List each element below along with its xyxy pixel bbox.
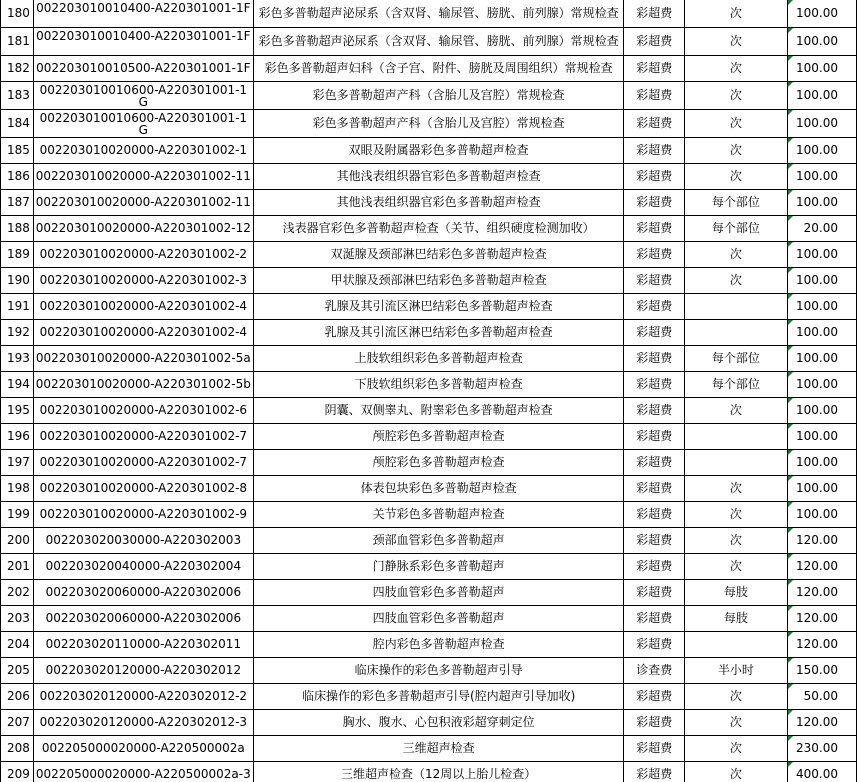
unit-cell[interactable]: 次 (685, 164, 788, 190)
table-row (1, 110, 857, 138)
fee-category-cell[interactable]: 彩超费 (624, 0, 685, 28)
code-cell[interactable]: 002203020040000-A220302004 (33, 554, 253, 580)
seq-cell[interactable]: 193 (1, 346, 34, 372)
table-row (1, 138, 857, 164)
seq-cell[interactable]: 207 (1, 710, 34, 736)
seq-cell[interactable]: 205 (1, 658, 34, 684)
code-cell[interactable]: 002203010020000-A220301002-12 (33, 216, 253, 242)
price-cell[interactable]: 120.00 (787, 710, 856, 736)
fee-category-cell[interactable]: 彩超费 (624, 398, 685, 424)
price-cell[interactable]: 20.00 (787, 216, 856, 242)
item-name-cell[interactable]: 双涎腺及颈部淋巴结彩色多普勒超声检查 (253, 242, 624, 268)
code-cell[interactable]: 002203010010600-A220301001-1G (33, 110, 253, 138)
price-cell[interactable]: 100.00 (787, 268, 856, 294)
seq-cell[interactable]: 198 (1, 476, 34, 502)
item-name-cell[interactable]: 四肢血管彩色多普勒超声 (253, 606, 624, 632)
price-cell[interactable]: 100.00 (787, 320, 856, 346)
item-name-cell[interactable]: 四肢血管彩色多普勒超声 (253, 580, 624, 606)
price-cell[interactable]: 120.00 (787, 580, 856, 606)
unit-cell[interactable]: 次 (685, 684, 788, 710)
item-name-cell[interactable]: 腔内彩色多普勒超声检查 (253, 632, 624, 658)
price-cell[interactable]: 120.00 (787, 632, 856, 658)
unit-cell[interactable]: 次 (685, 242, 788, 268)
seq-cell[interactable]: 183 (1, 82, 34, 110)
table-row (1, 398, 857, 424)
code-cell[interactable]: 002203020060000-A220302006 (33, 580, 253, 606)
item-name-cell[interactable]: 临床操作的彩色多普勒超声引导 (253, 658, 624, 684)
code-cell[interactable]: 002205000020000-A220500002a-3 (33, 762, 253, 782)
fee-category-cell[interactable]: 彩超费 (624, 684, 685, 710)
code-cell[interactable]: 002205000020000-A220500002a (33, 736, 253, 762)
unit-cell[interactable]: 次 (685, 502, 788, 528)
table-row (1, 346, 857, 372)
fee-category-cell[interactable]: 彩超费 (624, 736, 685, 762)
unit-cell[interactable]: 次 (685, 56, 788, 82)
unit-cell[interactable] (685, 294, 788, 320)
price-cell[interactable]: 100.00 (787, 190, 856, 216)
code-cell[interactable]: 002203010020000-A220301002-5b (33, 372, 253, 398)
table-row (1, 268, 857, 294)
price-cell[interactable]: 100.00 (787, 398, 856, 424)
unit-cell[interactable]: 次 (685, 268, 788, 294)
fee-category-cell[interactable]: 彩超费 (624, 320, 685, 346)
seq-cell[interactable]: 184 (1, 110, 34, 138)
fee-category-cell[interactable]: 彩超费 (624, 528, 685, 554)
price-cell[interactable]: 100.00 (787, 476, 856, 502)
table-row (1, 190, 857, 216)
price-cell[interactable]: 120.00 (787, 554, 856, 580)
unit-cell[interactable] (685, 632, 788, 658)
price-cell[interactable]: 120.00 (787, 606, 856, 632)
item-name-cell[interactable]: 关节彩色多普勒超声检查 (253, 502, 624, 528)
table-row (1, 164, 857, 190)
item-name-cell[interactable]: 三维超声检查（12周以上胎儿检查） (253, 762, 624, 782)
unit-cell[interactable]: 次 (685, 528, 788, 554)
unit-cell[interactable]: 每个部位 (685, 190, 788, 216)
table-row (1, 684, 857, 710)
item-name-cell[interactable]: 上肢软组织彩色多普勒超声检查 (253, 346, 624, 372)
code-cell[interactable]: 002203010020000-A220301002-11 (33, 190, 253, 216)
fee-category-cell[interactable]: 彩超费 (624, 268, 685, 294)
item-name-cell[interactable]: 胸水、腹水、心包积液彩超穿刺定位 (253, 710, 624, 736)
item-name-cell[interactable]: 彩色多普勒超声产科（含胎儿及宫腔）常规检查 (253, 110, 624, 138)
fee-category-cell[interactable]: 彩超费 (624, 28, 685, 56)
code-cell[interactable]: 002203020060000-A220302006 (33, 606, 253, 632)
price-cell[interactable]: 100.00 (787, 56, 856, 82)
code-cell[interactable]: 002203010020000-A220301002-2 (33, 242, 253, 268)
table-row (1, 606, 857, 632)
table-row (1, 320, 857, 346)
unit-cell[interactable]: 每肢 (685, 580, 788, 606)
fee-category-cell[interactable]: 诊查费 (624, 658, 685, 684)
table-row (1, 56, 857, 82)
fee-category-cell[interactable]: 彩超费 (624, 424, 685, 450)
fee-category-cell[interactable]: 彩超费 (624, 450, 685, 476)
seq-cell[interactable]: 194 (1, 372, 34, 398)
table-row (1, 242, 857, 268)
code-cell[interactable]: 002203020120000-A220302012-2 (33, 684, 253, 710)
fee-category-cell[interactable]: 彩超费 (624, 110, 685, 138)
unit-cell[interactable]: 次 (685, 476, 788, 502)
fee-category-cell[interactable]: 彩超费 (624, 82, 685, 110)
price-cell[interactable]: 100.00 (787, 0, 856, 28)
unit-cell[interactable]: 次 (685, 710, 788, 736)
fee-category-cell[interactable]: 彩超费 (624, 164, 685, 190)
seq-cell[interactable]: 202 (1, 580, 34, 606)
table-row (1, 762, 857, 782)
code-cell[interactable]: 002203010010600-A220301001-1G (33, 82, 253, 110)
price-cell[interactable]: 100.00 (787, 164, 856, 190)
seq-cell[interactable]: 195 (1, 398, 34, 424)
table-row (1, 502, 857, 528)
seq-cell[interactable]: 189 (1, 242, 34, 268)
code-cell[interactable]: 002203010020000-A220301002-4 (33, 294, 253, 320)
item-name-cell[interactable]: 颅腔彩色多普勒超声检查 (253, 450, 624, 476)
fee-category-cell[interactable]: 彩超费 (624, 242, 685, 268)
price-cell[interactable]: 150.00 (787, 658, 856, 684)
item-name-cell[interactable]: 颈部血管彩色多普勒超声 (253, 528, 624, 554)
price-cell[interactable]: 120.00 (787, 528, 856, 554)
fee-category-cell[interactable]: 彩超费 (624, 710, 685, 736)
seq-cell[interactable]: 182 (1, 56, 34, 82)
fee-table-body (1, 0, 857, 782)
unit-cell[interactable] (685, 320, 788, 346)
item-name-cell[interactable]: 彩色多普勒超声泌尿系（含双肾、输尿管、膀胱、前列腺）常规检查 (253, 28, 624, 56)
fee-category-cell[interactable]: 彩超费 (624, 216, 685, 242)
code-cell[interactable]: 002203020120000-A220302012-3 (33, 710, 253, 736)
table-row (1, 82, 857, 110)
price-cell[interactable]: 100.00 (787, 450, 856, 476)
seq-cell[interactable]: 192 (1, 320, 34, 346)
table-row (1, 424, 857, 450)
seq-cell[interactable]: 203 (1, 606, 34, 632)
code-cell[interactable]: 002203010010400-A220301001-1F (33, 0, 253, 28)
table-row (1, 0, 857, 28)
fee-category-cell[interactable]: 彩超费 (624, 294, 685, 320)
price-cell[interactable]: 400.00 (787, 762, 856, 782)
unit-cell[interactable] (685, 424, 788, 450)
seq-cell[interactable]: 180 (1, 0, 34, 28)
fee-category-cell[interactable]: 彩超费 (624, 580, 685, 606)
unit-cell[interactable]: 次 (685, 0, 788, 28)
code-cell[interactable]: 002203010020000-A220301002-3 (33, 268, 253, 294)
item-name-cell[interactable]: 双眼及附属器彩色多普勒超声检查 (253, 138, 624, 164)
unit-cell[interactable]: 次 (685, 736, 788, 762)
item-name-cell[interactable]: 浅表器官彩色多普勒超声检查（关节、组织硬度检测加收） (253, 216, 624, 242)
code-cell[interactable]: 002203010020000-A220301002-4 (33, 320, 253, 346)
price-cell[interactable]: 100.00 (787, 242, 856, 268)
table-row (1, 476, 857, 502)
fee-category-cell[interactable]: 彩超费 (624, 502, 685, 528)
table-row (1, 294, 857, 320)
item-name-cell[interactable]: 下肢软组织彩色多普勒超声检查 (253, 372, 624, 398)
unit-cell[interactable]: 次 (685, 28, 788, 56)
seq-cell[interactable]: 196 (1, 424, 34, 450)
price-cell[interactable]: 100.00 (787, 372, 856, 398)
seq-cell[interactable]: 209 (1, 762, 34, 782)
price-cell[interactable]: 100.00 (787, 424, 856, 450)
seq-cell[interactable]: 200 (1, 528, 34, 554)
code-cell[interactable]: 002203010020000-A220301002-11 (33, 164, 253, 190)
item-name-cell[interactable]: 彩色多普勒超声妇科（含子宫、附件、膀胱及周围组织）常规检查 (253, 56, 624, 82)
fee-category-cell[interactable]: 彩超费 (624, 56, 685, 82)
unit-cell[interactable]: 每个部位 (685, 372, 788, 398)
unit-cell[interactable]: 次 (685, 110, 788, 138)
item-name-cell[interactable]: 门静脉系彩色多普勒超声 (253, 554, 624, 580)
seq-cell[interactable]: 186 (1, 164, 34, 190)
seq-cell[interactable]: 201 (1, 554, 34, 580)
price-cell[interactable]: 100.00 (787, 502, 856, 528)
item-name-cell[interactable]: 其他浅表组织器官彩色多普勒超声检查 (253, 164, 624, 190)
code-cell[interactable]: 002203010010500-A220301001-1F (33, 56, 253, 82)
seq-cell[interactable]: 199 (1, 502, 34, 528)
fee-category-cell[interactable]: 彩超费 (624, 762, 685, 782)
table-row (1, 528, 857, 554)
code-cell[interactable]: 002203020030000-A220302003 (33, 528, 253, 554)
table-row (1, 450, 857, 476)
seq-cell[interactable]: 197 (1, 450, 34, 476)
fee-category-cell[interactable]: 彩超费 (624, 606, 685, 632)
unit-cell[interactable]: 半小时 (685, 658, 788, 684)
seq-cell[interactable]: 206 (1, 684, 34, 710)
code-cell[interactable]: 002203010020000-A220301002-5a (33, 346, 253, 372)
seq-cell[interactable]: 190 (1, 268, 34, 294)
item-name-cell[interactable]: 乳腺及其引流区淋巴结彩色多普勒超声检查 (253, 320, 624, 346)
item-name-cell[interactable]: 乳腺及其引流区淋巴结彩色多普勒超声检查 (253, 294, 624, 320)
table-row (1, 736, 857, 762)
unit-cell[interactable]: 次 (685, 138, 788, 164)
item-name-cell[interactable]: 临床操作的彩色多普勒超声引导(腔内超声引导加收) (253, 684, 624, 710)
item-name-cell[interactable]: 彩色多普勒超声泌尿系（含双肾、输尿管、膀胱、前列腺）常规检查 (253, 0, 624, 28)
price-cell[interactable]: 230.00 (787, 736, 856, 762)
item-name-cell[interactable]: 彩色多普勒超声产科（含胎儿及宫腔）常规检查 (253, 82, 624, 110)
table-row (1, 658, 857, 684)
fee-category-cell[interactable]: 彩超费 (624, 632, 685, 658)
table-row (1, 216, 857, 242)
unit-cell[interactable]: 每个部位 (685, 216, 788, 242)
price-cell[interactable]: 50.00 (787, 684, 856, 710)
table-row (1, 710, 857, 736)
unit-cell[interactable]: 每个部位 (685, 346, 788, 372)
fee-category-cell[interactable]: 彩超费 (624, 190, 685, 216)
price-cell[interactable]: 100.00 (787, 294, 856, 320)
unit-cell[interactable]: 次 (685, 554, 788, 580)
item-name-cell[interactable]: 体表包块彩色多普勒超声检查 (253, 476, 624, 502)
code-cell[interactable]: 002203010010400-A220301001-1F (33, 28, 253, 56)
price-cell[interactable]: 100.00 (787, 346, 856, 372)
code-cell[interactable]: 002203010020000-A220301002-7 (33, 424, 253, 450)
price-cell[interactable]: 100.00 (787, 82, 856, 110)
seq-cell[interactable]: 187 (1, 190, 34, 216)
code-cell[interactable]: 002203020120000-A220302012 (33, 658, 253, 684)
item-name-cell[interactable]: 颅腔彩色多普勒超声检查 (253, 424, 624, 450)
item-name-cell[interactable]: 阴囊、双侧睾丸、附睾彩色多普勒超声检查 (253, 398, 624, 424)
table-row (1, 28, 857, 56)
fee-category-cell[interactable]: 彩超费 (624, 138, 685, 164)
unit-cell[interactable]: 每肢 (685, 606, 788, 632)
unit-cell[interactable]: 次 (685, 82, 788, 110)
seq-cell[interactable]: 208 (1, 736, 34, 762)
code-cell[interactable]: 002203010020000-A220301002-9 (33, 502, 253, 528)
seq-cell[interactable]: 185 (1, 138, 34, 164)
price-cell[interactable]: 100.00 (787, 138, 856, 164)
code-cell[interactable]: 002203010020000-A220301002-7 (33, 450, 253, 476)
table-row (1, 632, 857, 658)
fee-category-cell[interactable]: 彩超费 (624, 346, 685, 372)
seq-cell[interactable]: 181 (1, 28, 34, 56)
fee-category-cell[interactable]: 彩超费 (624, 372, 685, 398)
fee-category-cell[interactable]: 彩超费 (624, 476, 685, 502)
price-cell[interactable]: 100.00 (787, 28, 856, 56)
fee-category-cell[interactable]: 彩超费 (624, 554, 685, 580)
table-row (1, 372, 857, 398)
item-name-cell[interactable]: 甲状腺及颈部淋巴结彩色多普勒超声检查 (253, 268, 624, 294)
code-cell[interactable]: 002203010020000-A220301002-8 (33, 476, 253, 502)
seq-cell[interactable]: 188 (1, 216, 34, 242)
seq-cell[interactable]: 204 (1, 632, 34, 658)
seq-cell[interactable]: 191 (1, 294, 34, 320)
table-row (1, 580, 857, 606)
table-row (1, 554, 857, 580)
code-cell[interactable]: 002203010020000-A220301002-1 (33, 138, 253, 164)
unit-cell[interactable]: 次 (685, 398, 788, 424)
code-cell[interactable]: 002203010020000-A220301002-6 (33, 398, 253, 424)
item-name-cell[interactable]: 其他浅表组织器官彩色多普勒超声检查 (253, 190, 624, 216)
code-cell[interactable]: 002203020110000-A220302011 (33, 632, 253, 658)
unit-cell[interactable] (685, 450, 788, 476)
unit-cell[interactable]: 次 (685, 762, 788, 782)
price-cell[interactable]: 100.00 (787, 110, 856, 138)
item-name-cell[interactable]: 三维超声检查 (253, 736, 624, 762)
